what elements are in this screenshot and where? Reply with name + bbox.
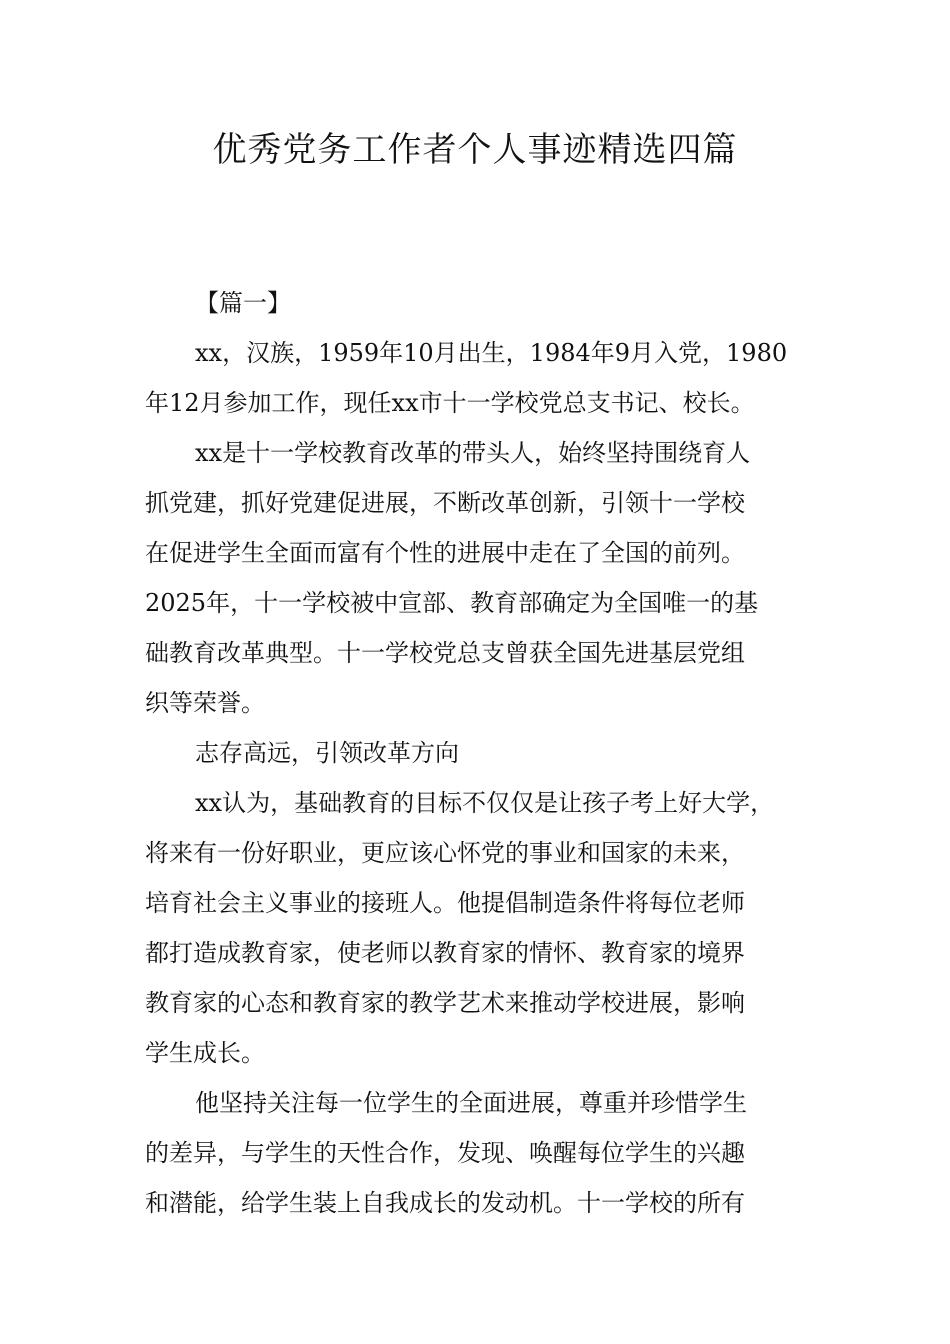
paragraph-line: 础教育改革典型。十一学校党总支曾获全国先进基层党组 <box>145 639 745 667</box>
paragraph-line: xx是十一学校教育改革的带头人，始终坚持围绕育人 <box>195 439 751 467</box>
paragraph-line: 在促进学生全面而富有个性的进展中走在了全国的前列。 <box>145 539 745 567</box>
paragraph-line: 抓党建，抓好党建促进展，不断改革创新，引领十一学校 <box>145 489 745 517</box>
paragraph-line: xx认为，基础教育的目标不仅仅是让孩子考上好大学， <box>195 789 775 817</box>
paragraph-line: 培育社会主义事业的接班人。他提倡制造条件将每位老师 <box>145 889 745 917</box>
document-title: 优秀党务工作者个人事迹精选四篇 <box>212 130 738 170</box>
paragraph-line: xx，汉族，1959年10月出生，1984年9月入党，1980 <box>195 339 788 367</box>
paragraph-line: 都打造成教育家，使老师以教育家的情怀、教育家的境界 <box>145 939 745 967</box>
paragraph-line: 年12月参加工作，现任xx市十一学校党总支书记、校长。 <box>145 389 755 417</box>
paragraph-line: 学生成长。 <box>145 1039 265 1067</box>
paragraph-line: 将来有一份好职业，更应该心怀党的事业和国家的未来， <box>145 839 745 867</box>
paragraph-line: 教育家的心态和教育家的教学艺术来推动学校进展，影响 <box>145 989 745 1017</box>
paragraph-line: 的差异，与学生的天性合作，发现、唤醒每位学生的兴趣 <box>145 1139 745 1167</box>
paragraph-line: 他坚持关注每一位学生的全面进展，尊重并珍惜学生 <box>195 1089 747 1117</box>
paragraph-line: 和潜能，给学生装上自我成长的发动机。十一学校的所有 <box>145 1189 745 1217</box>
section-heading: 【篇一】 <box>195 289 291 317</box>
document-body <box>145 278 805 1228</box>
paragraph-line: 织等荣誉。 <box>145 689 265 717</box>
paragraph-line: 2025年，十一学校被中宣部、教育部确定为全国唯一的基 <box>145 589 759 617</box>
subheading: 志存高远，引领改革方向 <box>195 739 459 767</box>
